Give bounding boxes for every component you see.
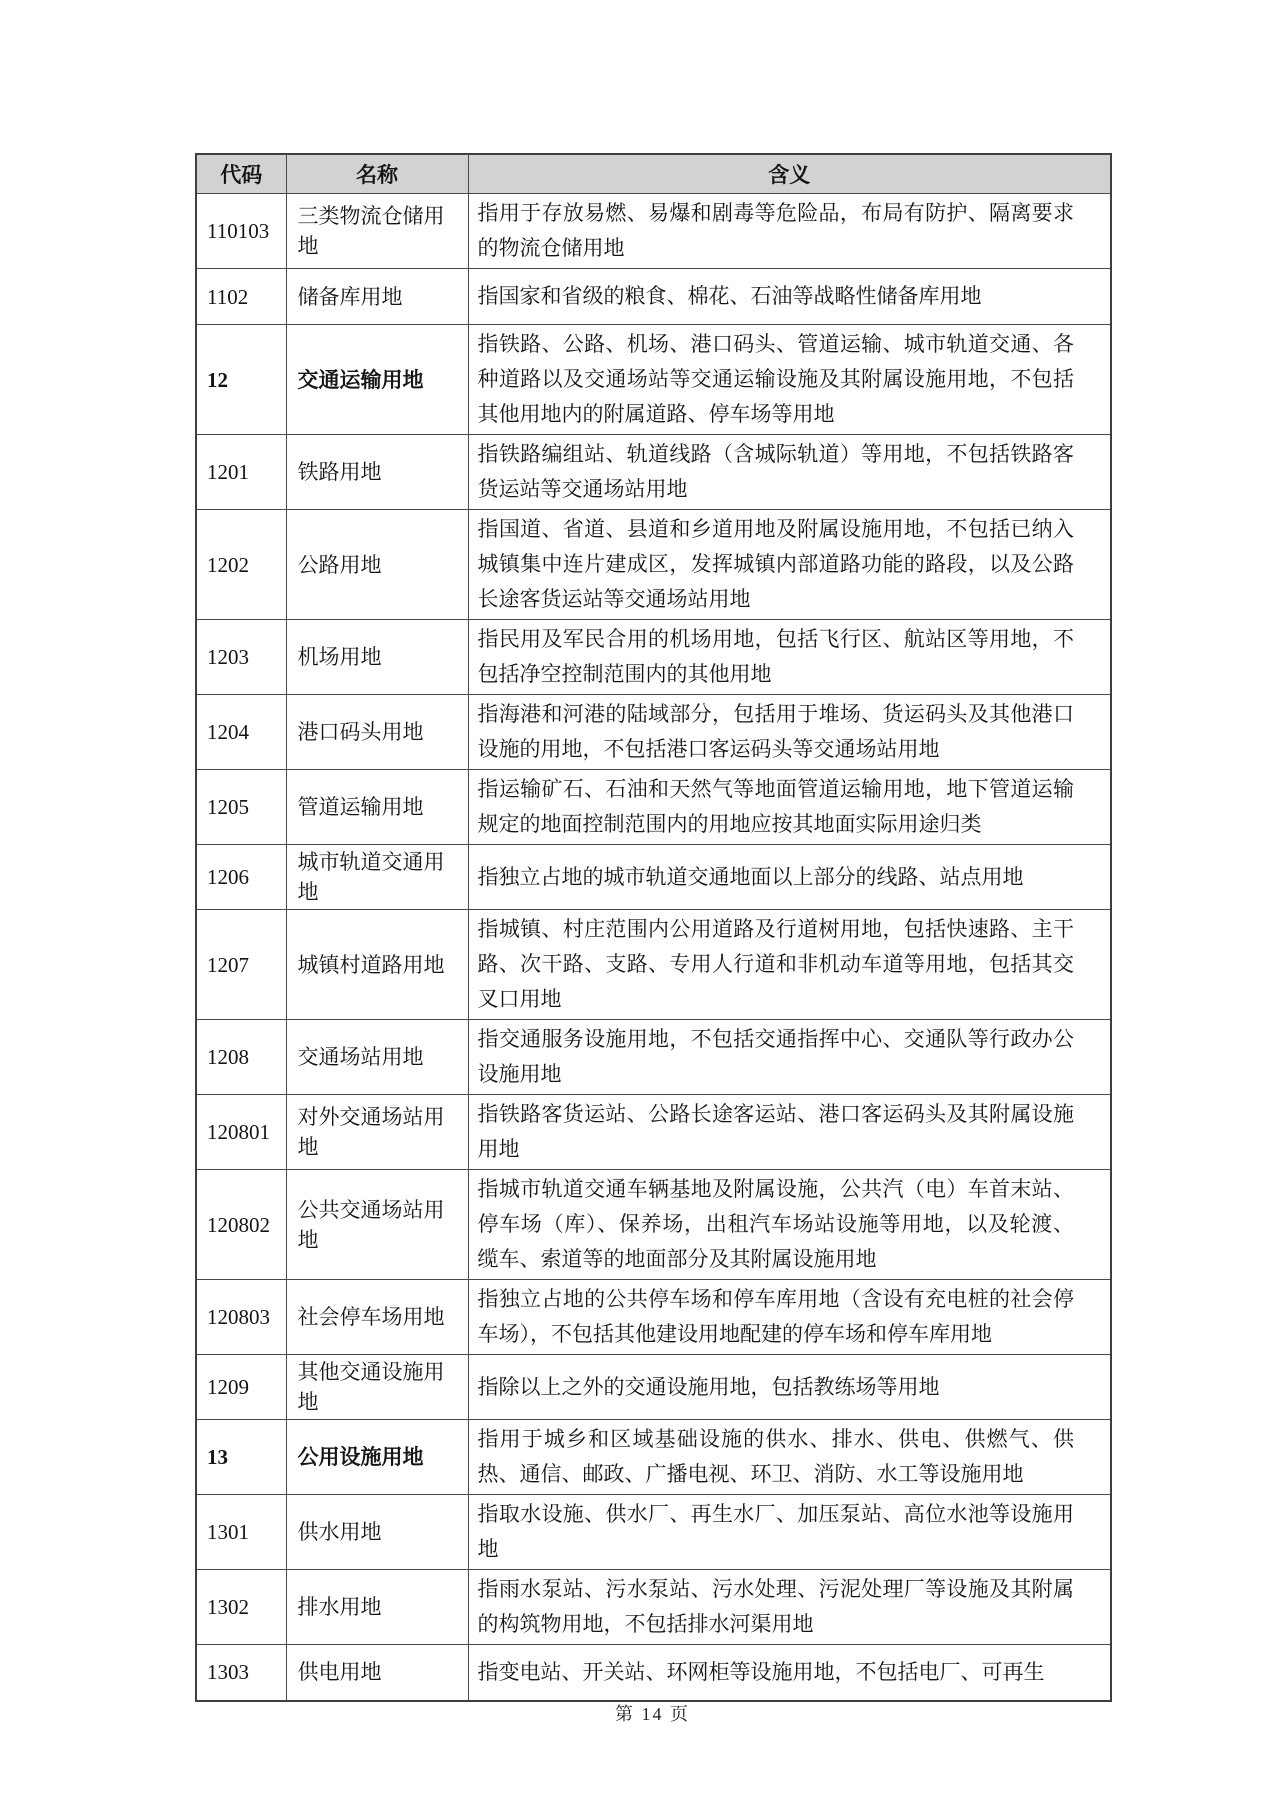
meaning-cell: 指雨水泵站、污水泵站、污水处理、污泥处理厂等设施及其附属的构筑物用地，不包括排水河渠用地	[468, 1570, 1111, 1645]
table-row	[196, 1355, 1111, 1420]
name-cell: 公用设施用地	[286, 1420, 468, 1495]
code-cell: 1303	[196, 1645, 286, 1701]
table-row	[196, 770, 1111, 845]
column-header-meaning: 含义	[468, 154, 1111, 194]
meaning-cell: 指用于存放易燃、易爆和剧毒等危险品，布局有防护、隔离要求的物流仓储用地	[468, 194, 1111, 269]
code-cell: 1208	[196, 1020, 286, 1095]
name-cell: 公路用地	[286, 510, 468, 620]
code-cell: 12	[196, 325, 286, 435]
meaning-cell: 指铁路编组站、轨道线路（含城际轨道）等用地，不包括铁路客货运站等交通场站用地	[468, 435, 1111, 510]
code-cell: 1202	[196, 510, 286, 620]
column-header-code: 代码	[196, 154, 286, 194]
meaning-cell: 指用于城乡和区域基础设施的供水、排水、供电、供燃气、供热、通信、邮政、广播电视、环卫、消防、水工等设施用地	[468, 1420, 1111, 1495]
meaning-cell: 指民用及军民合用的机场用地，包括飞行区、航站区等用地，不包括净空控制范围内的其他用地	[468, 620, 1111, 695]
table-row	[196, 325, 1111, 435]
meaning-cell: 指独立占地的城市轨道交通地面以上部分的线路、站点用地	[468, 845, 1111, 910]
name-cell: 机场用地	[286, 620, 468, 695]
code-cell: 120802	[196, 1170, 286, 1280]
meaning-cell: 指国道、省道、县道和乡道用地及附属设施用地，不包括已纳入城镇集中连片建成区，发挥城镇内部道路功能的路段，以及公路长途客货运站等交通场站用地	[468, 510, 1111, 620]
table-row	[196, 845, 1111, 910]
name-cell: 管道运输用地	[286, 770, 468, 845]
table-row	[196, 1420, 1111, 1495]
name-cell: 供电用地	[286, 1645, 468, 1701]
name-cell: 公共交通场站用地	[286, 1170, 468, 1280]
name-cell: 城镇村道路用地	[286, 910, 468, 1020]
table-row	[196, 1170, 1111, 1280]
table-row	[196, 269, 1111, 325]
table-row	[196, 1095, 1111, 1170]
name-cell: 其他交通设施用地	[286, 1355, 468, 1420]
name-cell: 社会停车场用地	[286, 1280, 468, 1355]
name-cell: 交通运输用地	[286, 325, 468, 435]
name-cell: 三类物流仓储用地	[286, 194, 468, 269]
column-header-name: 名称	[286, 154, 468, 194]
code-cell: 1301	[196, 1495, 286, 1570]
meaning-cell: 指海港和河港的陆域部分，包括用于堆场、货运码头及其他港口设施的用地，不包括港口客运码头等交通场站用地	[468, 695, 1111, 770]
name-cell: 铁路用地	[286, 435, 468, 510]
table-row	[196, 1495, 1111, 1570]
code-cell: 110103	[196, 194, 286, 269]
code-cell: 120803	[196, 1280, 286, 1355]
table-row	[196, 620, 1111, 695]
meaning-cell: 指交通服务设施用地，不包括交通指挥中心、交通队等行政办公设施用地	[468, 1020, 1111, 1095]
code-cell: 1203	[196, 620, 286, 695]
code-cell: 1102	[196, 269, 286, 325]
meaning-cell: 指铁路客货运站、公路长途客运站、港口客运码头及其附属设施用地	[468, 1095, 1111, 1170]
table-row	[196, 910, 1111, 1020]
table-row	[196, 510, 1111, 620]
table-row	[196, 1570, 1111, 1645]
meaning-cell: 指铁路、公路、机场、港口码头、管道运输、城市轨道交通、各种道路以及交通场站等交通运输设施及其附属设施用地，不包括其他用地内的附属道路、停车场等用地	[468, 325, 1111, 435]
code-cell: 1209	[196, 1355, 286, 1420]
code-cell: 1201	[196, 435, 286, 510]
name-cell: 排水用地	[286, 1570, 468, 1645]
page-number: 第 14 页	[615, 1704, 690, 1724]
name-cell: 港口码头用地	[286, 695, 468, 770]
table-row	[196, 1280, 1111, 1355]
code-cell: 1206	[196, 845, 286, 910]
meaning-cell: 指独立占地的公共停车场和停车库用地（含设有充电桩的社会停车场），不包括其他建设用地配建的停车场和停车库用地	[468, 1280, 1111, 1355]
land-use-classification-table	[195, 153, 1112, 1702]
table-row	[196, 1645, 1111, 1701]
code-cell: 1207	[196, 910, 286, 1020]
meaning-cell: 指变电站、开关站、环网柜等设施用地，不包括电厂、可再生	[468, 1645, 1111, 1701]
code-cell: 120801	[196, 1095, 286, 1170]
meaning-cell: 指国家和省级的粮食、棉花、石油等战略性储备库用地	[468, 269, 1111, 325]
code-cell: 1205	[196, 770, 286, 845]
meaning-cell: 指取水设施、供水厂、再生水厂、加压泵站、高位水池等设施用地	[468, 1495, 1111, 1570]
meaning-cell: 指城市轨道交通车辆基地及附属设施，公共汽（电）车首末站、停车场（库）、保养场，出租汽车场站设施等用地，以及轮渡、缆车、索道等的地面部分及其附属设施用地	[468, 1170, 1111, 1280]
table-row	[196, 695, 1111, 770]
name-cell: 储备库用地	[286, 269, 468, 325]
code-cell: 13	[196, 1420, 286, 1495]
name-cell: 交通场站用地	[286, 1020, 468, 1095]
name-cell: 城市轨道交通用地	[286, 845, 468, 910]
table-row	[196, 435, 1111, 510]
code-cell: 1302	[196, 1570, 286, 1645]
table-header-row	[196, 154, 1111, 194]
meaning-cell: 指城镇、村庄范围内公用道路及行道树用地，包括快速路、主干路、次干路、支路、专用人行道和非机动车道等用地，包括其交叉口用地	[468, 910, 1111, 1020]
meaning-cell: 指运输矿石、石油和天然气等地面管道运输用地，地下管道运输规定的地面控制范围内的用地应按其地面实际用途归类	[468, 770, 1111, 845]
name-cell: 对外交通场站用地	[286, 1095, 468, 1170]
meaning-cell: 指除以上之外的交通设施用地，包括教练场等用地	[468, 1355, 1111, 1420]
table-row	[196, 194, 1111, 269]
name-cell: 供水用地	[286, 1495, 468, 1570]
table-row	[196, 1020, 1111, 1095]
code-cell: 1204	[196, 695, 286, 770]
